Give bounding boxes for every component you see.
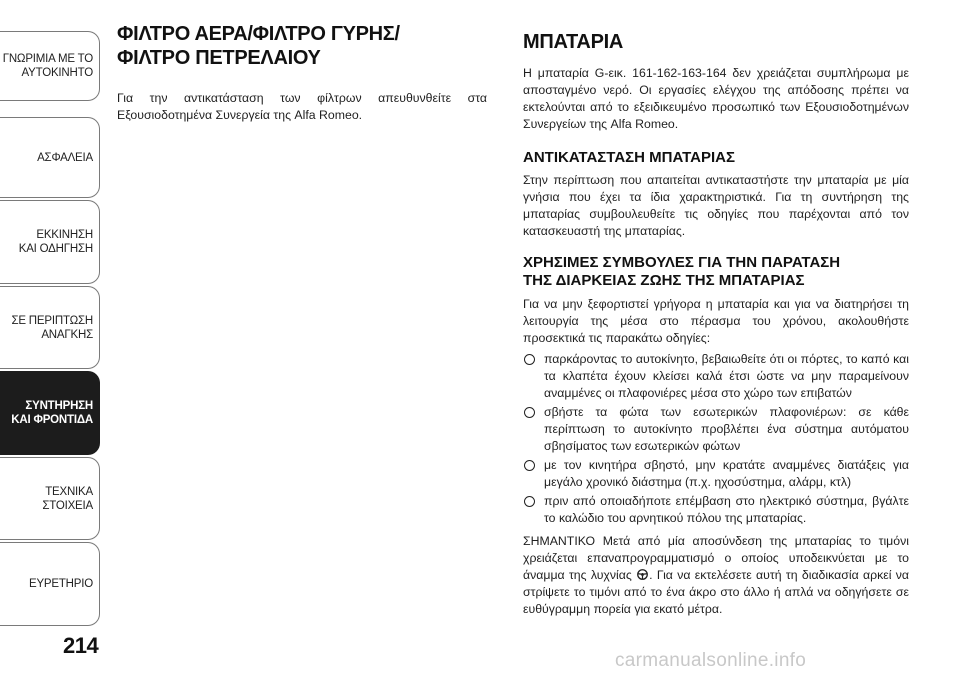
tab-index[interactable] xyxy=(0,542,100,626)
tab-label: ΤΕΧΝΙΚΑ ΣΤΟΙΧΕΙΑ xyxy=(42,485,93,512)
bullet-circle-icon xyxy=(524,407,535,418)
tab-getting-to-know[interactable] xyxy=(0,31,100,101)
right-column xyxy=(523,30,909,618)
list-item: παρκάροντας το αυτοκίνητο, βεβαιωθείτε ότι οι πόρτες, το καπό και τα κλαπέτα έχουν κλείσει καλά έτσι ώστε να μην παραμείνουν αναμμένες οι πλαφονιέρες μέσα στο χώρο των επιβατών xyxy=(523,351,909,402)
chapter-sidebar xyxy=(0,0,102,640)
battery-intro: Η μπαταρία G-εικ. 161-162-163-164 δεν χρειάζεται συμπλήρωμα με αποσταγμένο νερό. Οι εργασίες ελέγχου της απόδοσης πρέπει να εκτελούνται από το εξειδικευμένο προσωπικό των Εξουσιοδοτημένων Συνεργείων της Alfa Romeo. xyxy=(523,66,909,131)
list-item: σβήστε τα φώτα των εσωτερικών πλαφονιέρων: σε κάθε περίπτωση το αυτοκίνητο προβλέπει ένα σύστημα αυτόματου σβησίματος των εσωτερικών φώτων xyxy=(523,404,909,455)
list-item: με τον κινητήρα σβηστό, μην κρατάτε αναμμένες διατάξεις για μεγάλο χρονικό διάστημα (π.χ. ηχοσύστημα, αλάρμ, κτλ) xyxy=(523,457,909,491)
battery-tips-intro: Για να μην ξεφορτιστεί γρήγορα η μπαταρία και για να διατηρήσει τη λειτουργία της μέσα στο πέρασμα του χρόνου, ακολουθήστε προσεκτικά τις παρακάτω οδηγίες: xyxy=(523,297,909,345)
filters-heading: ΦΙΛΤΡΟ ΑΕΡΑ/ΦΙΛΤΡΟ ΓΥΡΗΣ/ ΦΙΛΤΡΟ ΠΕΤΡΕΛΑΙΟΥ xyxy=(117,23,400,69)
tab-label: ΓΝΩΡΙΜΙΑ ΜΕ ΤΟ ΑΥΤΟΚΙΝΗΤΟ xyxy=(2,53,93,79)
replace-battery-heading: ΑΝΤΙΚΑΤΑΣΤΑΣΗ ΜΠΑΤΑΡΙΑΣ xyxy=(523,149,735,166)
tab-maintenance-care[interactable] xyxy=(0,371,100,455)
list-item: πριν από οποιαδήποτε επέμβαση στο ηλεκτρικό σύστημα, βγάλτε το καλώδιο του αρνητικού πόλου της μπαταρίας. xyxy=(523,493,909,527)
tab-starting-driving[interactable] xyxy=(0,200,100,284)
left-column xyxy=(117,22,487,124)
bullet-circle-icon xyxy=(524,354,535,365)
battery-tips-heading: ΧΡΗΣΙΜΕΣ ΣΥΜΒΟΥΛΕΣ ΓΙΑ ΤΗΝ ΠΑΡΑΤΑΣΗ ΤΗΣ ΔΙΑΡΚΕΙΑΣ ΖΩΗΣ ΤΗΣ ΜΠΑΤΑΡΙΑΣ xyxy=(523,254,841,289)
battery-heading: ΜΠΑΤΑΡΙΑ xyxy=(523,31,624,53)
tab-label: ΣΥΝΤΗΡΗΣΗ ΚΑΙ ΦΡΟΝΤΙΔΑ xyxy=(11,400,93,426)
tab-technical-data[interactable] xyxy=(0,457,100,540)
important-note: ΣΗΜΑΝΤΙΚΟ Μετά από μία αποσύνδεση της μπαταρίας το τιμόνι χρειάζεται επαναπρογραμματισμό ο οποίος υποδεικνύεται με το άναμμα της λυχνίας . Για να εκτελέσετε αυτή τη διαδικασία αρκεί να στρίψετε το τιμόνι από το ένα άκρο στο άλλο ή απλά να οδηγήσετε σε ευθύγραμμη πορεία για εκατό μέτρα. xyxy=(523,534,909,616)
tab-label: ΑΣΦΑΛΕΙΑ xyxy=(37,151,93,164)
tab-emergency[interactable] xyxy=(0,286,100,369)
page-number: 214 xyxy=(63,633,99,658)
bullet-circle-icon xyxy=(524,460,535,471)
tab-label: ΕΥΡΕΤΗΡΙΟ xyxy=(28,578,93,590)
steering-warning-icon xyxy=(637,569,648,580)
tab-label: ΣΕ ΠΕΡΙΠΤΩΣΗ ΑΝΑΓΚΗΣ xyxy=(11,314,93,341)
filters-body: Για την αντικατάσταση των φίλτρων απευθυνθείτε στα Εξουσιοδοτημένα Συνεργεία της Alfa Romeo. xyxy=(117,91,487,122)
bullet-circle-icon xyxy=(524,496,535,507)
tab-safety[interactable] xyxy=(0,117,100,198)
watermark: carmanualsonline.info xyxy=(615,650,807,671)
tab-label: ΕΚΚΙΝΗΣΗ ΚΑΙ ΟΔΗΓΗΣΗ xyxy=(18,229,93,255)
battery-tips-list xyxy=(523,351,909,527)
replace-battery-body: Στην περίπτωση που απαιτείται αντικαταστήστε την μπαταρία με μία γνήσια που έχει τα ίδια χαρακτηριστικά. Για τη συντήρηση της μπαταρίας συμβουλευθείτε τις οδηγίες που παρέχονται από τον κατασκευαστή της μπαταρίας. xyxy=(523,173,909,238)
